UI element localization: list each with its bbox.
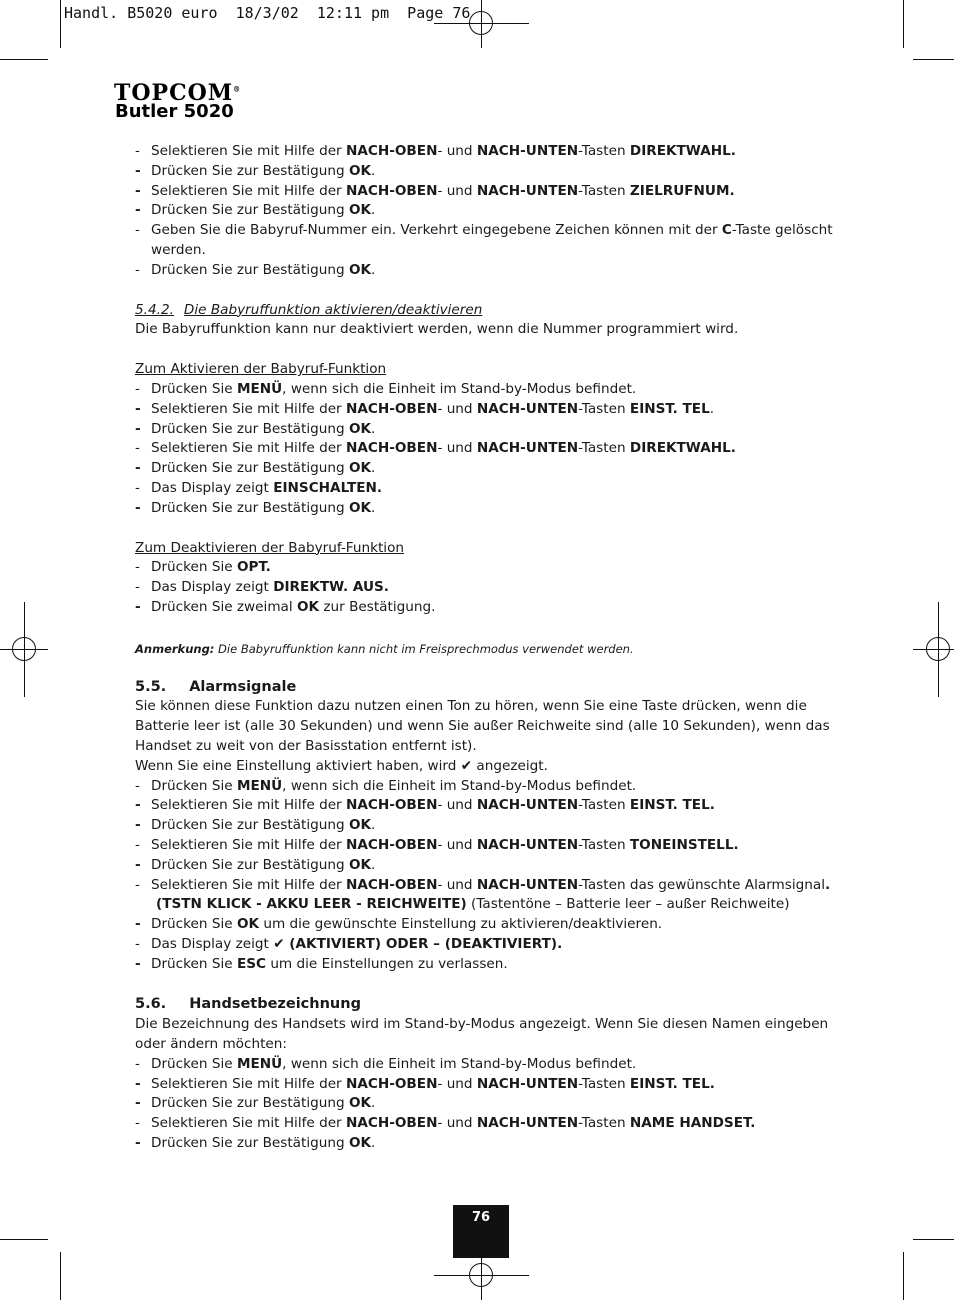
list-item (135, 598, 835, 618)
step-text: . (371, 817, 376, 834)
bullet-dash: - (135, 916, 141, 933)
step-text: Drücken Sie (151, 380, 237, 397)
step-text: Selektieren Sie mit Hilfe der (151, 1115, 346, 1132)
list-item (135, 1094, 835, 1114)
step-text: Selektieren Sie mit Hilfe der (151, 1075, 346, 1092)
step-list (135, 777, 835, 975)
list-item (135, 1134, 835, 1154)
bold-term: NACH-OBEN (345, 143, 438, 159)
bullet-dash: - (135, 817, 141, 834)
bold-term: MENÜ (236, 380, 283, 397)
step-text: Selektieren Sie mit Hilfe der (151, 876, 346, 893)
list-item (135, 915, 835, 935)
step-text: Das Display zeigt (151, 579, 274, 596)
step-text: um die gewünschte Einstellung zu aktivieren/deaktivieren. (259, 916, 663, 933)
bold-term: C (721, 222, 732, 239)
step-text: Drücken Sie (151, 559, 237, 576)
list-item (135, 578, 835, 598)
topcom-logo: TOPCOM® (114, 80, 242, 106)
step-text: Drücken Sie zur Bestätigung (151, 460, 349, 477)
bullet-dash: - (135, 1135, 141, 1152)
bold-term: DIREKTW. AUS. (273, 579, 389, 596)
step-text: . (371, 202, 376, 219)
step-text: -Tasten (578, 1075, 630, 1092)
step-text: - und (437, 143, 477, 159)
bold-term: DIREKTWAHL. (629, 440, 736, 457)
step-text: . (371, 856, 376, 873)
bold-term: NACH-UNTEN (476, 1115, 579, 1132)
step-text: -Tasten (578, 1115, 630, 1132)
bullet-dash: - (135, 955, 141, 972)
bullet-dash: - (135, 479, 140, 496)
step-text: Drücken Sie zweimal (151, 598, 297, 615)
step-text: Drücken Sie zur Bestätigung (151, 1135, 349, 1152)
bold-term: TONEINSTELL. (629, 836, 739, 853)
step-text: . (371, 261, 376, 278)
bold-term: NACH-OBEN (345, 182, 438, 199)
bullet-dash: - (135, 1075, 141, 1092)
bold-term: EINSCHALTEN. (273, 479, 383, 496)
list-item (135, 439, 835, 459)
step-text: Drücken Sie zur Bestätigung (151, 817, 349, 834)
bold-term: ✔ (AKTIVIERT) ODER – (DEAKTIVIERT). (273, 935, 563, 952)
step-text: Drücken Sie zur Bestätigung (151, 1095, 349, 1112)
step-text: Selektieren Sie mit Hilfe der (151, 836, 346, 853)
activate-heading: Zum Aktivieren der Babyruf-Funktion (135, 361, 387, 378)
bold-term: OK (236, 916, 260, 933)
bullet-dash: - (135, 559, 140, 576)
list-item (135, 895, 835, 915)
list-item (135, 459, 835, 479)
step-text: - und (437, 1075, 477, 1092)
step-text: -Tasten das gewünschte Alarmsignal (578, 876, 825, 893)
step-text: Selektieren Sie mit Hilfe der (151, 400, 346, 417)
bullet-dash: - (135, 143, 140, 159)
bold-term: OK (348, 856, 372, 873)
bold-term: NACH-UNTEN (476, 182, 579, 199)
bullet-dash: - (135, 598, 141, 615)
step-text: Drücken Sie zur Bestätigung (151, 202, 349, 219)
bold-term: NACH-UNTEN (476, 797, 579, 814)
deactivate-heading: Zum Deaktivieren der Babyruf-Funktion (135, 539, 405, 556)
bullet-dash: - (135, 836, 140, 853)
bullet-dash: - (135, 380, 140, 397)
step-text: Das Display zeigt (151, 935, 274, 952)
bullet-dash: - (135, 876, 140, 893)
bullet-dash: - (135, 420, 141, 437)
section-intro-2: Wenn Sie eine Einstellung aktiviert haben, wird ✔ angezeigt. (135, 757, 548, 774)
bullet-dash: - (135, 162, 141, 179)
step-list (135, 558, 835, 617)
list-item (135, 796, 835, 816)
bold-term: OK (348, 261, 372, 278)
page-number: 76 (453, 1205, 509, 1258)
list-item (135, 261, 835, 281)
bold-term: EINST. TEL. (629, 1075, 715, 1092)
page-content (135, 142, 835, 1154)
bold-term: NACH-OBEN (345, 876, 438, 893)
step-list (135, 380, 835, 519)
step-text: Selektieren Sie mit Hilfe der (151, 797, 346, 814)
step-text: Drücken Sie zur Bestätigung (151, 856, 349, 873)
bold-term: NACH-UNTEN (476, 400, 579, 417)
bold-term: (TSTN KLICK - AKKU LEER - REICHWEITE) (156, 896, 467, 913)
bullet-dash: - (135, 579, 140, 596)
step-text: Drücken Sie zur Bestätigung (151, 499, 349, 516)
bold-term: NACH-OBEN (345, 440, 438, 457)
bullet-dash: - (135, 797, 141, 814)
list-item (135, 221, 835, 261)
step-text: -Tasten (578, 836, 630, 853)
step-text: . (371, 162, 376, 179)
list-item (135, 856, 835, 876)
section-intro: Die Babyruffunktion kann nur deaktiviert werden, wenn die Nummer programmiert wird. (135, 321, 739, 338)
bullet-dash: - (135, 202, 141, 219)
section-intro: Die Bezeichnung des Handsets wird im Stand-by-Modus angezeigt. Wenn Sie diesen Namen eingeben oder ändern möchten: (135, 1016, 829, 1053)
bullet-dash: - (135, 935, 140, 952)
bold-term: NACH-UNTEN (476, 1075, 579, 1092)
bold-term: NACH-UNTEN (476, 143, 579, 159)
bold-term: NACH-UNTEN (476, 440, 579, 457)
step-text: Drücken Sie (151, 777, 237, 794)
step-text: - und (437, 182, 477, 199)
list-item (135, 558, 835, 578)
step-text: -Taste gelöscht werden. (151, 222, 833, 258)
bold-term: ZIELRUFNUM. (629, 182, 735, 199)
bold-term: EINST. TEL. (629, 797, 715, 814)
bold-term: ESC (236, 955, 266, 972)
bullet-dash: - (135, 460, 141, 477)
bold-term: NACH-OBEN (345, 1075, 438, 1092)
step-text: Drücken Sie (151, 955, 237, 972)
step-text: -Tasten (578, 182, 630, 199)
list-item (135, 162, 835, 182)
list-item (135, 836, 835, 856)
step-text: Drücken Sie zur Bestätigung (151, 261, 349, 278)
step-text: um die Einstellungen zu verlassen. (266, 955, 508, 972)
step-list (135, 1055, 835, 1154)
bold-term: DIREKTWAHL. (629, 143, 736, 159)
step-text: Drücken Sie (151, 1055, 237, 1072)
step-text: Geben Sie die Babyruf-Nummer ein. Verkehrt eingegebene Zeichen können mit der (151, 222, 722, 239)
step-text: - und (437, 440, 477, 457)
list-item (135, 935, 835, 955)
step-text: , wenn sich die Einheit im Stand-by-Modus befindet. (282, 380, 637, 397)
bullet-dash: - (135, 261, 140, 278)
step-text: -Tasten (578, 797, 630, 814)
list-item (135, 1114, 835, 1134)
bold-term: NACH-OBEN (345, 836, 438, 853)
step-text: , wenn sich die Einheit im Stand-by-Modus befindet. (282, 1055, 637, 1072)
bold-term: OK (297, 598, 320, 615)
bold-term: OK (348, 499, 372, 516)
step-text: - und (437, 400, 477, 417)
step-text: Selektieren Sie mit Hilfe der (151, 182, 346, 199)
step-text: - und (437, 797, 477, 814)
step-text: . (371, 1135, 376, 1152)
step-text: zur Bestätigung. (319, 598, 436, 615)
step-text: -Tasten (578, 400, 630, 417)
step-text: Das Display zeigt (151, 479, 274, 496)
list-item (135, 380, 835, 400)
step-list (135, 142, 835, 281)
bullet-dash: - (135, 777, 140, 794)
bold-term: NACH-OBEN (345, 1115, 438, 1132)
step-text: Drücken Sie zur Bestätigung (151, 420, 349, 437)
product-name: Butler 5020 (115, 101, 234, 122)
step-text: -Tasten (578, 440, 630, 457)
step-text: - und (437, 836, 477, 853)
bold-term: OK (348, 202, 372, 219)
list-item (135, 777, 835, 797)
bold-term: NACH-OBEN (345, 400, 438, 417)
list-item (135, 1075, 835, 1095)
list-item (135, 1055, 835, 1075)
bold-term: NACH-UNTEN (476, 876, 579, 893)
list-item (135, 816, 835, 836)
print-slug: Handl. B5020 euro 18/3/02 12:11 pm Page 76 (64, 4, 471, 22)
step-text: . (371, 460, 376, 477)
step-text: . (709, 400, 715, 417)
step-text: , wenn sich die Einheit im Stand-by-Modus befindet. (282, 777, 637, 794)
bold-term: OK (348, 460, 372, 477)
bold-term: MENÜ (236, 1055, 283, 1072)
list-item (135, 876, 835, 896)
bold-term: OK (348, 1095, 372, 1112)
list-item (135, 955, 835, 975)
list-item (135, 499, 835, 519)
bold-term: OK (348, 1135, 372, 1152)
bold-term: . (825, 876, 831, 893)
step-text: . (371, 1095, 376, 1112)
list-item (135, 142, 835, 162)
step-text: -Tasten (578, 143, 630, 159)
step-text: - und (437, 1115, 477, 1132)
step-text: Drücken Sie (151, 916, 237, 933)
bold-term: NACH-UNTEN (476, 836, 579, 853)
bullet-dash: - (135, 1055, 140, 1072)
bold-term: OK (348, 162, 372, 179)
list-item (135, 182, 835, 202)
step-text: - und (437, 876, 477, 893)
note: Anmerkung: Die Babyruffunktion kann nicht im Freisprechmodus verwendet werden. (135, 641, 634, 656)
bold-term: EINST. TEL (629, 400, 710, 417)
section-intro: Sie können diese Funktion dazu nutzen einen Ton zu hören, wenn Sie eine Taste drücken, wenn die Batterie leer ist (alle 30 Sekunden) und wenn Sie außer Reichweite sind (alle 10 Sekunden), wenn das Handset zu weit von der Basisstation entfernt ist). (135, 698, 830, 754)
step-text: Selektieren Sie mit Hilfe der (151, 440, 346, 457)
bullet-dash: - (135, 1095, 141, 1112)
step-text: Drücken Sie zur Bestätigung (151, 162, 349, 179)
section-heading-5-6: 5.6. Handsetbezeichnung (135, 996, 361, 1013)
step-text: . (371, 420, 376, 437)
step-text: (Tastentöne – Batterie leer – außer Reichweite) (466, 896, 790, 913)
step-text: . (371, 499, 376, 516)
list-item (135, 479, 835, 499)
bullet-dash: - (135, 856, 141, 873)
list-item (135, 201, 835, 221)
list-item (135, 400, 835, 420)
bold-term: OK (348, 817, 372, 834)
bold-term: MENÜ (236, 777, 283, 794)
bold-term: OPT. (236, 559, 271, 576)
step-text: Selektieren Sie mit Hilfe der (151, 143, 346, 159)
bold-term: OK (348, 420, 372, 437)
section-heading-5-4-2: 5.4.2. Die Babyruffunktion aktivieren/deaktivieren (135, 301, 483, 318)
section-heading-5-5: 5.5. Alarmsignale (135, 678, 297, 695)
bullet-dash: - (135, 400, 141, 417)
bold-term: NACH-OBEN (345, 797, 438, 814)
bullet-dash: - (135, 222, 140, 239)
bullet-dash: - (135, 182, 141, 199)
bold-term: NAME HANDSET. (629, 1115, 756, 1132)
list-item (135, 420, 835, 440)
bullet-dash: - (135, 440, 140, 457)
bullet-dash: - (135, 1115, 140, 1132)
bullet-dash: - (135, 499, 141, 516)
